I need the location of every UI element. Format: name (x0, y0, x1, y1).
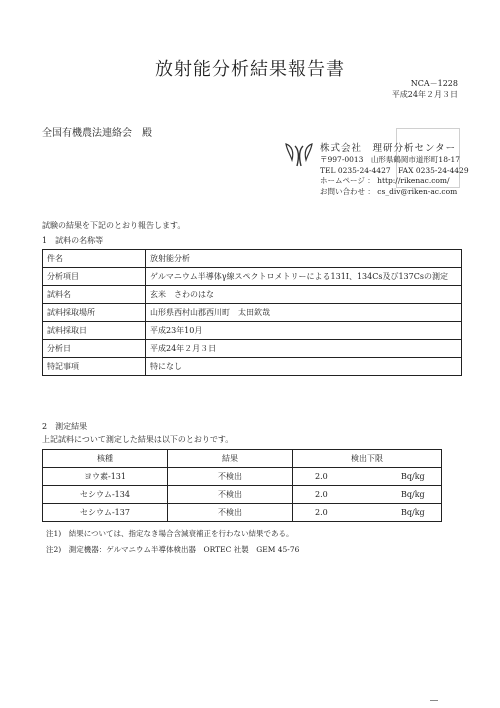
column-header: 核種 (43, 450, 168, 468)
row-value: 平成23年10月 (146, 322, 462, 340)
limit-cell (293, 468, 442, 486)
row-value: 山形県西村山郡西川町 太田欽哉 (146, 304, 462, 322)
table-row (43, 340, 462, 358)
company-address: 〒997-0013 山形県鶴岡市道形町18-17 (320, 155, 461, 164)
scan-mark (430, 700, 438, 701)
table-header-row (43, 450, 442, 468)
result-cell: 不検出 (168, 468, 293, 486)
row-label: 試料名 (43, 286, 146, 304)
report-date: 平成24年２月３日 (391, 90, 458, 99)
table-row (43, 504, 442, 522)
row-label: 分析日 (43, 340, 146, 358)
row-value: ゲルマニウム半導体γ線スペクトロメトリーによる131I、134Cs及び137Csの測定 (146, 268, 462, 286)
note-2: 注2) 測定機器：ゲルマニウム半導体検出器 ORTEC 社製 GEM 45-76 (46, 545, 300, 554)
table-row (43, 468, 442, 486)
row-label: 試料採取場所 (43, 304, 146, 322)
table-row (43, 358, 462, 376)
limit-unit: Bq/kg (401, 472, 425, 481)
section1-heading: 1 試料の名称等 (42, 236, 104, 245)
row-label: 分析項目 (43, 268, 146, 286)
nuclide-cell: セシウム-134 (43, 486, 168, 504)
table-row (43, 304, 462, 322)
limit-unit: Bq/kg (401, 490, 425, 499)
limit-cell (293, 486, 442, 504)
row-value: 放射能分析 (146, 250, 462, 268)
company-block (320, 142, 469, 197)
intro-text: 試験の結果を下記のとおり報告します。 (42, 221, 186, 230)
company-name: 株式会社 理研分析センター (320, 143, 457, 154)
table-row (43, 322, 462, 340)
table-row (43, 250, 462, 268)
table-row (43, 486, 442, 504)
company-tel-fax: TEL 0235-24-4427 FAX 0235-24-4429 (320, 165, 469, 175)
limit-value: 2.0 (315, 472, 328, 481)
column-header: 検出下限 (293, 450, 442, 468)
row-value: 平成24年２月３日 (146, 340, 462, 358)
recipient: 全国有機農法連絡会 殿 (42, 128, 152, 139)
note-1: 注1) 結果については、指定なき場合含減衰補正を行わない結果である。 (46, 529, 294, 538)
result-cell: 不検出 (168, 486, 293, 504)
results-table (42, 449, 442, 522)
company-homepage: ホームページ ： http://rikenac.com/ (320, 176, 450, 185)
company-logo-icon (283, 140, 315, 168)
document-number: NCA－1228 (410, 79, 458, 88)
result-cell: 不検出 (168, 504, 293, 522)
sample-info-table (42, 249, 462, 376)
company-inquiry: お問い合わせ ： cs_div@riken-ac.com (320, 186, 458, 196)
limit-value: 2.0 (315, 508, 328, 517)
row-label: 件名 (43, 250, 146, 268)
limit-cell (293, 504, 442, 522)
nuclide-cell: ヨウ素-131 (43, 468, 168, 486)
column-header: 結果 (168, 450, 293, 468)
row-value: 特になし (146, 358, 462, 376)
report-title: 放射能分析結果報告書 (155, 59, 345, 80)
results-intro: 上記試料について測定した結果は以下のとおりです。 (42, 435, 234, 444)
document-meta (392, 78, 458, 100)
limit-unit: Bq/kg (401, 508, 425, 517)
table-row (43, 268, 462, 286)
limit-value: 2.0 (315, 490, 328, 499)
nuclide-cell: セシウム-137 (43, 504, 168, 522)
table-row (43, 286, 462, 304)
section2-heading: 2 測定結果 (42, 422, 88, 431)
row-value: 玄米 さわのはな (146, 286, 462, 304)
row-label: 試料採取日 (43, 322, 146, 340)
row-label: 特記事項 (43, 358, 146, 376)
